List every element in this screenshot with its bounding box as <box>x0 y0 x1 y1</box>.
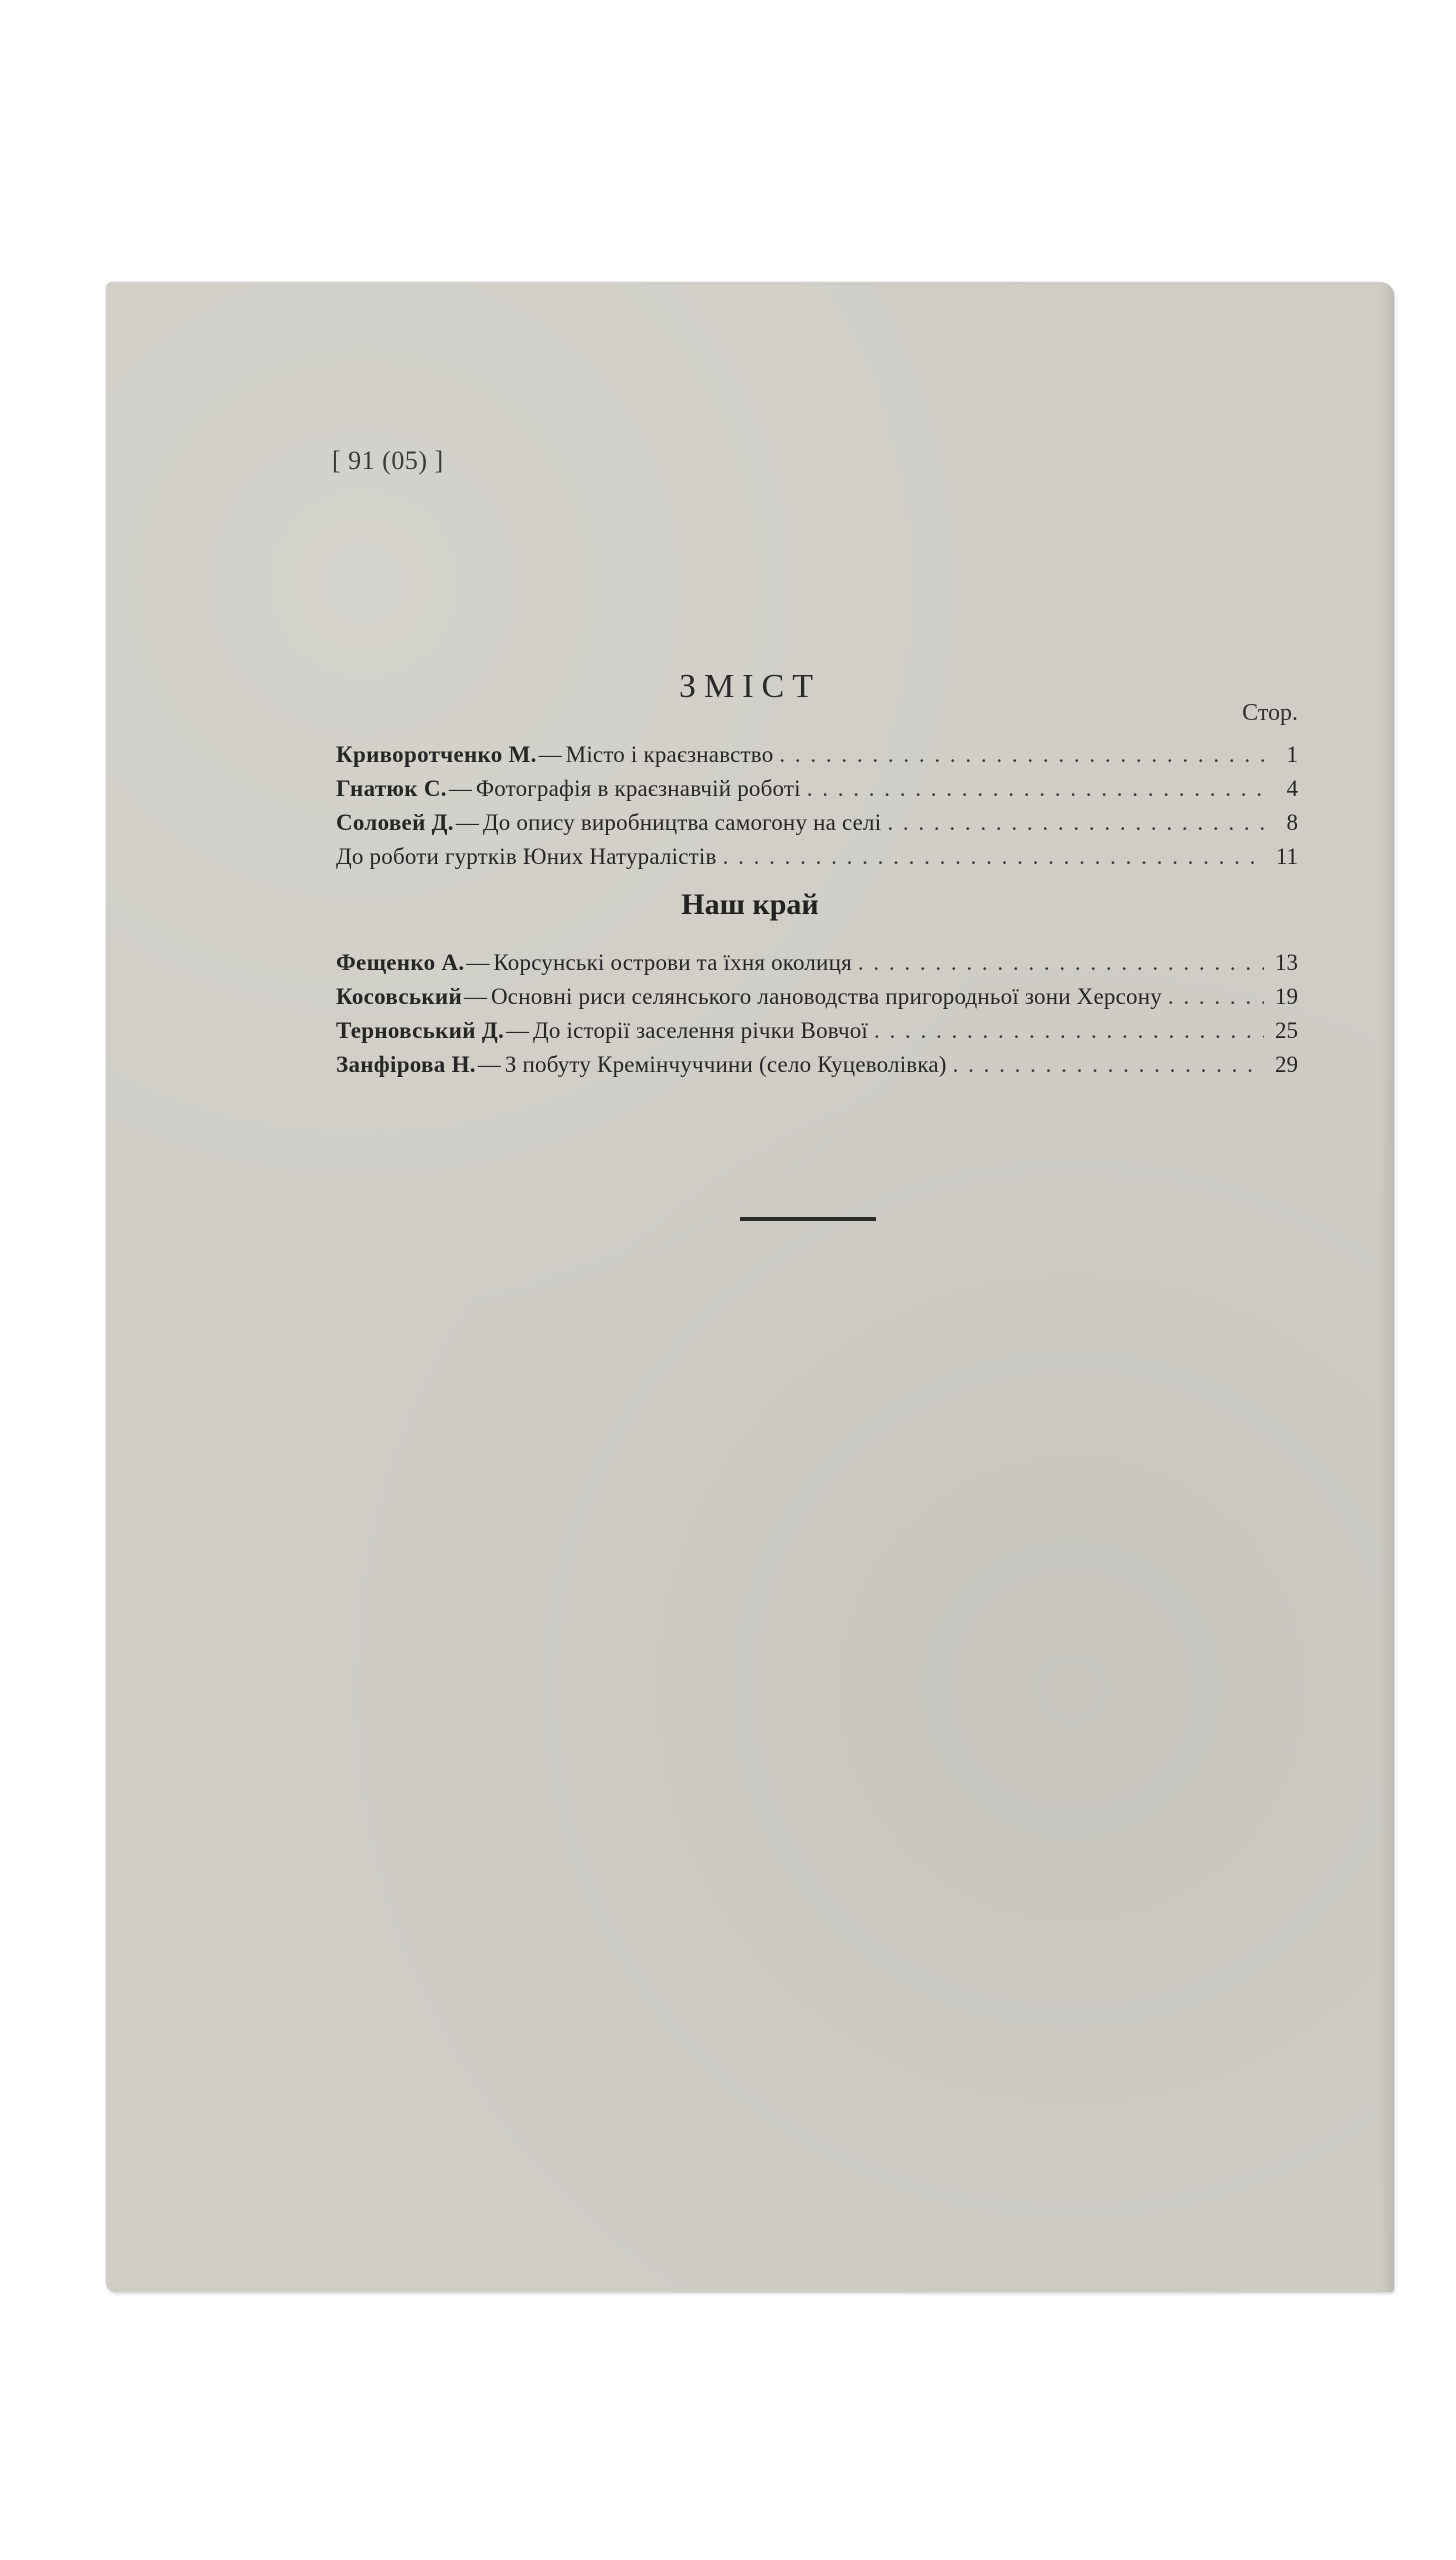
entry-page: 25 <box>1275 1018 1298 1043</box>
entry-dash: — <box>466 950 490 975</box>
entry-page: 13 <box>1275 950 1298 975</box>
dot-leader <box>858 950 1264 976</box>
entry-dash: — <box>477 1052 501 1077</box>
entry-author: Соловей Д. <box>336 810 454 835</box>
dot-leader <box>887 810 1264 836</box>
entry-page: 8 <box>1286 810 1298 835</box>
entry-page: 11 <box>1275 844 1298 869</box>
entry-title: Фотографія в краєзнавчій роботі <box>475 776 801 801</box>
toc-entry <box>336 1018 1298 1052</box>
entry-author: Занфірова Н. <box>336 1052 476 1077</box>
entry-page: 4 <box>1286 776 1298 801</box>
dot-leader <box>1168 984 1264 1010</box>
entry-author: Гнатюк С. <box>336 776 447 801</box>
entry-page: 19 <box>1275 984 1298 1009</box>
entry-dash: — <box>448 776 472 801</box>
toc-entry <box>336 776 1298 810</box>
entry-title: До опису виробництва самогону на селі <box>482 810 882 835</box>
toc-entry <box>336 1052 1298 1086</box>
dot-leader <box>723 844 1264 870</box>
entry-dash: — <box>506 1018 529 1043</box>
entry-author: Косовський <box>336 984 462 1009</box>
toc-entry <box>336 950 1298 984</box>
entry-title: До роботи гуртків Юних Натуралістів <box>336 844 717 869</box>
entry-author: Фещенко А. <box>336 950 465 975</box>
toc-entry <box>336 844 1298 878</box>
entry-page: 29 <box>1275 1052 1298 1077</box>
entry-title: Основні риси селянського лановодства пригородньої зони Херсону <box>491 984 1162 1009</box>
section-title: Наш край <box>681 888 819 921</box>
dot-leader <box>807 776 1264 802</box>
pages-column-header: Стор. <box>1242 700 1298 726</box>
entry-page: 1 <box>1286 742 1298 767</box>
section-toc-list <box>336 950 1298 1086</box>
entry-author: Криворотченко М. <box>336 742 537 767</box>
dot-leader <box>874 1018 1264 1044</box>
entry-title: Місто і краєзнавство <box>565 742 774 767</box>
classification-code: [ 91 (05) ] <box>332 446 444 475</box>
dot-leader <box>779 742 1264 768</box>
toc-title: ЗМІСТ <box>678 668 822 705</box>
dot-leader <box>953 1052 1264 1078</box>
entry-title: Корсунські острови та їхня околиця <box>493 950 852 975</box>
entry-title: З побуту Кремінчуччини (село Куцеволівка) <box>504 1052 947 1077</box>
entry-title: До історії заселення річки Вовчої <box>533 1018 869 1043</box>
document-page <box>106 282 1394 2292</box>
entry-dash: — <box>464 984 487 1009</box>
entry-author: Терновський Д. <box>336 1018 504 1043</box>
toc-entry <box>336 742 1298 776</box>
closing-rule <box>740 1217 876 1221</box>
toc-entry <box>336 810 1298 844</box>
entry-dash: — <box>455 810 479 835</box>
toc-list <box>336 742 1298 878</box>
entry-dash: — <box>538 742 562 767</box>
toc-entry <box>336 984 1298 1018</box>
